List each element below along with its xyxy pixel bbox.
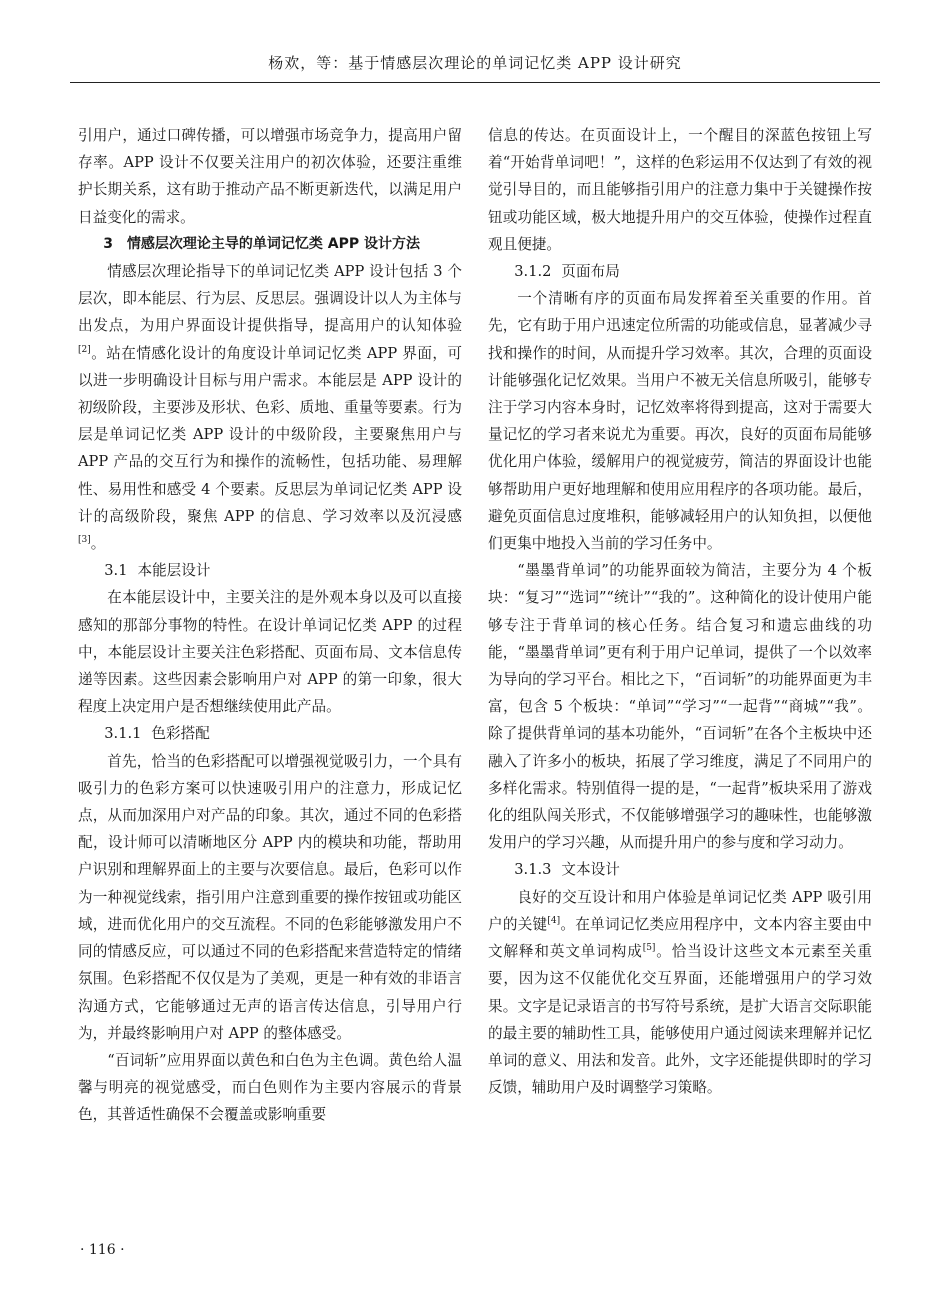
header-rule	[70, 82, 880, 83]
section-heading-3-1-2	[488, 258, 872, 285]
section-number: 3.1	[104, 562, 128, 580]
section-title: 页面布局	[561, 263, 620, 281]
running-header: 杨欢，等：基于情感层次理论的单词记忆类 APP 设计研究	[268, 54, 682, 72]
section-heading-3-1-1	[78, 720, 462, 747]
paragraph: 一个清晰有序的页面布局发挥着至关重要的作用。首先，它有助于用户迅速定位所需的功能或信息，显著减少寻找和操作的时间，从而提升学习效率。其次，合理的页面设计能够强化记忆效果。当用户不被无关信息所吸引，能够专注于学习内容本身时，记忆效率将得到提高，这对于需要大量记忆的学习者来说尤为重要。再次，良好的页面布局能够优化用户体验，缓解用户的视觉疲劳，简洁的界面设计也能够帮助用户更好地理解和使用应用程序的各项功能。最后，避免页面信息过度堆积，能够减轻用户的认知负担，以便他们更集中地投入当前的学习任务中。	[488, 290, 872, 553]
text-run: 情感层次理论指导下的单词记忆类 APP 设计包括 3 个层次，即本能层、行为层、反思层。强调设计以人为主体与出发点，为用户界面设计提供指导，提高用户的认知体验	[78, 263, 462, 335]
paragraph: 首先，恰当的色彩搭配可以增强视觉吸引力，一个具有吸引力的色彩方案可以快速吸引用户的注意力，形成记忆点，从而加深用户对产品的印象。其次，通过不同的色彩搭配，设计师可以清晰地区分 APP 内的模块和功能，帮助用户识别和理解界面上的主要与次要信息。最后，色彩可以作为一种视觉线索，指引用户注意到重要的操作按钮或功能区域，进而优化用户的交互流程。不同的色彩能够激发用户不同的情感反应，可以通过不同的色彩搭配来营造特定的情绪氛围。色彩搭配不仅仅是为了美观，更是一种有效的非语言沟通方式，它能够通过无声的语言传达信息，引导用户行为，并最终影响用户对 APP 的整体感受。	[78, 752, 462, 1042]
page-number: · 116 ·	[80, 1242, 125, 1258]
text-run: 。	[90, 535, 106, 553]
section-number: 3.1.1	[104, 725, 142, 743]
paragraph	[78, 258, 462, 557]
section-number: 3.1.2	[514, 263, 552, 281]
text-run: 。站在情感化设计的角度设计单词记忆类 APP 界面，可以进一步明确设计目标与用户需求。本能层是 APP 设计的初级阶段，主要涉及形状、色彩、质地、重量等要素。行为层是单词记忆类 APP 设计的中级阶段，主要聚焦用户与 APP 产品的交互行为和操作的流畅性，包括功能、易理解性、易用性和感受 4 个要素。反思层为单词记忆类 APP 设计的高级阶段，聚焦 APP 的信息、学习效率以及沉浸感	[78, 344, 462, 525]
section-title: 文本设计	[561, 861, 620, 879]
text-run: 。恰当设计这些文本元素至关重要，因为这不仅能优化交互界面，还能增强用户的学习效果。文字是记录语言的书写符号系统，是扩大语言交际职能的最主要的辅助性工具，能够使用户通过阅读来理解并记忆单词的意义、用法和发音。此外，文字还能提供即时的学习反馈，辅助用户及时调整学习策略。	[488, 943, 872, 1097]
citation-5: [5]	[642, 943, 656, 954]
paragraph: 引用户，通过口碑传播，可以增强市场竞争力，提高用户留存率。APP 设计不仅要关注用户的初次体验，还要注重维护长期关系，这有助于推动产品不断更新迭代，以满足用户日益变化的需求。	[78, 127, 462, 226]
citation-4: [4]	[547, 916, 561, 927]
paragraph: “墨墨背单词”的功能界面较为简洁，主要分为 4 个板块：“复习”“选词”“统计”“我的”。这种简化的设计使用户能够专注于背单词的核心任务。结合复习和遗忘曲线的功能，“墨墨背单词”更有利于用户记单词，提供了一个以效率为导向的学习平台。相比之下，“百词斩”的功能界面更为丰富，包含 5 个板块：“单词”“学习”“一起背”“商城”“我”。除了提供背单词的基本功能外，“百词斩”在各个主板块中还融入了许多小的板块，拓展了学习维度，满足了不同用户的多样化需求。特别值得一提的是，“一起背”板块采用了游戏化的组队闯关形式，不仅能够增强学习的趣味性，也能够激发用户的学习兴趣，从而提升用户的参与度和学习动力。	[488, 562, 872, 852]
paragraph: 信息的传达。在页面设计上，一个醒目的深蓝色按钮上写着“开始背单词吧！”，这样的色彩运用不仅达到了有效的视觉引导目的，而且能够指引用户的注意力集中于关键操作按钮或功能区域，极大地提升用户的交互体验，使操作过程直观且便捷。	[488, 127, 872, 253]
citation-2: [2]	[78, 344, 91, 355]
section-heading-3: 3 情感层次理论主导的单词记忆类 APP 设计方法	[103, 235, 421, 252]
paragraph	[488, 884, 872, 1102]
text-run: 。在单词记忆类应用程序中，文本内容主要由中文解释和英文单词构成	[488, 915, 872, 961]
section-heading-3-1-3	[488, 856, 872, 883]
section-number: 3.1.3	[514, 861, 552, 879]
paragraph: 在本能层设计中，主要关注的是外观本身以及可以直接感知的那部分事物的特性。在设计单词记忆类 APP 的过程中，本能层设计主要关注色彩搭配、页面布局、文本信息传递等因素。这些因素会影响用户对 APP 的第一印象，很大程度上决定用户是否想继续使用此产品。	[78, 589, 462, 716]
right-column	[488, 122, 872, 1101]
paragraph: “百词斩”应用界面以黄色和白色为主色调。黄色给人温馨与明亮的视觉感受，而白色则作为主要内容展示的背景色，其普适性确保不会覆盖或影响重要	[78, 1051, 462, 1124]
section-title: 本能层设计	[137, 562, 211, 580]
section-title: 色彩搭配	[151, 725, 210, 743]
citation-3: [3]	[78, 535, 91, 546]
left-column	[78, 122, 462, 1129]
section-heading-3-1	[78, 557, 462, 584]
text-run: 良好的交互设计和用户体验是单词记忆类 APP 吸引用户的关键	[488, 888, 872, 933]
